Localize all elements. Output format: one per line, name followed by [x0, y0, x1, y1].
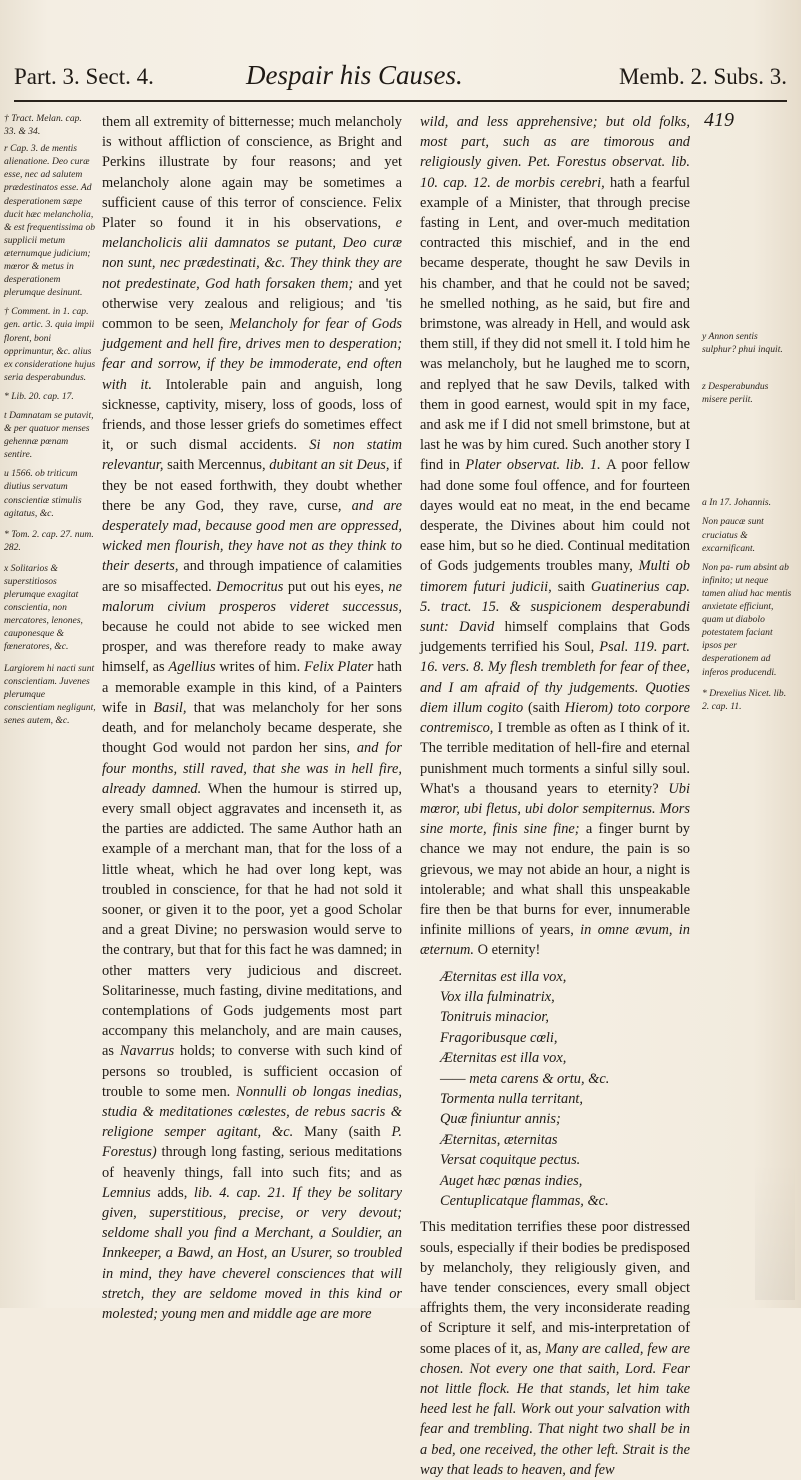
verse-line: Tormenta nulla territant,	[440, 1090, 583, 1107]
header-title: Despair his Causes.	[246, 60, 463, 90]
margin-note: † Tract. Melan. cap. 33. & 34.	[4, 113, 82, 138]
header-rule	[14, 100, 787, 102]
margin-note: t Damnatam se putavit, & per quatuor menses gehennæ pœnam sentire.	[4, 409, 94, 461]
margin-note: a In 17. Johannis.	[702, 497, 772, 509]
page-shadow	[755, 1160, 795, 1300]
verse-line: Fragoribusque cœli,	[440, 1029, 558, 1046]
margin-note: r Cap. 3. de mentis alienatione. Deo curæ esse, nec ad salutem prædestinatos esse. Ad desperationem sæpe ducit hæc melancholia, & est frequentissima ob supplicii metum æternumque judicium; mœror & metus in desperationem plerumque desinunt.	[4, 143, 96, 299]
margin-note: Non pa- rum absint ab infinito; ut neque tamen aliud hac mentis anxietate efficiunt, quam ut diabolo potestatem faciant ipsos per desperationem ad inferos producendi.	[702, 561, 792, 678]
margin-note: x Solitarios & superstitiosos plerumque exagitat conscientia, non mercatores, lenones, cauponesque & fœneratores, &c.	[4, 562, 83, 653]
verse-line: Æternitas est illa vox,	[440, 968, 567, 985]
right-margin-notes	[702, 330, 792, 713]
verse-line: Auget hæc pœnas indies,	[440, 1172, 583, 1189]
verse-line: Æternitas, æternitas	[440, 1131, 558, 1148]
margin-note: y Annon sentis sulphur? phui inquit.	[702, 331, 783, 356]
header-part-section: Part. 3. Sect. 4.	[14, 64, 154, 89]
margin-note: * Lib. 20. cap. 17.	[4, 390, 74, 402]
verse-line: Versat coquitque pectus.	[440, 1152, 581, 1169]
verse-line: Quæ finiuntur annis;	[440, 1111, 561, 1128]
body-paragraph: wild, and less apprehensive; but old folks, most part, such as are timorous and religiously given. Pet. Forestus observat. lib. 10. cap. 12. de morbis cerebri, hath a fearful example of a Minister, that through precise fasting in Lent, and over-much meditation contracted this mischief, and in the end became desperate, thought he saw Devils in his chamber, and that he could not be saved; he smelled nothing, as he said, but fire and brimstone, was already in Hell, and would ask them still, if they did not smell it. I told him he was melancholy, but he laughed me to scorn, and replyed that he saw Devils, talked with them in good earnest, would spit in my face, and ask me if I did not smell brimstone, but at last he was by him cured. Such another story I find in Plater observat. lib. 1. A poor fellow had done some foul offence, and for fourteen dayes would eat no meat, in the end became desperate, the Divines about him could not ease him, but so he died. Continual meditation of Gods judgements troubles many, Multi ob timorem futuri judicii, saith Guatinerius cap. 5. tract. 15. & suspicionem desperabundi sunt: David himself complains that Gods judgements terrified his Soul, Psal. 119. part. 16. vers. 8. My flesh trembleth for fear of thee, and I am afraid of thy judgements. Quoties diem illum cogito (saith Hierom) toto corpore contremisco, I tremble as often as I think of it. The terrible meditation of hell-fire and eternal punishment much torments a sinful silly soul. What's a thousand years to eternity? Ubi mœror, ubi fletus, ubi dolor sempiternus. Mors sine morte, finis sine fine; a finger burnt by chance we may not endure, the pain is so grievous, we may not abide an hour, a night is intolerable; and what shall this unspeakable fire then be that burns for ever, innumerable infinite millions of years, in omne ævum, in æternum. O eternity!	[420, 114, 691, 959]
verse-line: Æternitas est illa vox,	[440, 1050, 567, 1067]
header-member-subsection: Memb. 2. Subs. 3.	[618, 64, 787, 89]
margin-note: * Drexelius Nicet. lib. 2. cap. 11.	[702, 687, 787, 712]
left-margin-notes	[4, 112, 96, 727]
verse-line: Vox illa fulminatrix,	[440, 988, 555, 1005]
margin-note: z Desperabundus misere periit.	[702, 381, 769, 406]
margin-note: Largiorem hi nacti sunt conscientiam. Juvenes plerumque conscientiam negligunt, senes autem, &c.	[4, 662, 96, 726]
margin-note: Non paucæ sunt cruciatus & excarnificant.	[702, 516, 764, 554]
verse-line: Centuplicatque flammas, &c.	[440, 1193, 609, 1209]
body-paragraph: This meditation terrifies these poor distressed souls, especially if their bodies be predisposed by melancholy, they religiously given, and have tender consciences, every small object affrights them, the very inconsiderate reading of Scripture it self, and mis-interpretation of some places of it, as, Many are called, few are chosen. Not every one that saith, Lord. Fear not little flock. He that stands, let him take heed lest he fall. Work out your salvation with fear and trembling. That night two shall be in a bed, one received, the other left. Strait is the way that leads to heaven, and few	[420, 1219, 690, 1478]
verse-line: Tonitruis minacior,	[440, 1009, 550, 1026]
verse-line: —— meta carens & ortu, &c.	[440, 1070, 610, 1087]
margin-note: † Comment. in 1. cap. gen. artic. 3. quia impii florent, boni opprimuntur, &c. alius ex consideratione hujus seria desperabundus.	[4, 306, 96, 383]
margin-note: u 1566. ob triticum diutius servatum conscientiæ stimulis agitatus, &c.	[4, 468, 82, 519]
body-paragraph: them all extremity of bitternesse; much melancholy is without affliction of conscience, as Bright and Perkins illustrate by four reasons; and yet melancholy alone again may be sometimes a sufficient cause of this terror of conscience. Felix Plater so found it in his observations, e melancholicis alii damnatos se putant, Deo curæ non sunt, nec prædestinati, &c. They think they are not predestinate, God hath forsaken them; and yet otherwise very zealous and religious; and 'tis common to be seen, Melancholy for fear of Gods judgement and hell fire, drives men to desperation; fear and sorrow, if they be immoderate, end often with it. Intolerable pain and anguish, long sicknesse, captivity, misery, loss of goods, loss of friends, and those lesser griefs do sometimes effect it, or such dismal accidents. Si non statim relevantur, saith Mercennus, dubitant an sit Deus, if they be not eased forthwith, they doubt whether there be any God, they rave, curse, and are desperately mad, because good men are oppressed, wicked men flourish, they have not as they think to their deserts, and through impatience of calamities are so misaffected. Democritus put out his eyes, ne malorum civium prosperos videret successus, because he could not abide to see wicked men prosper, and was therefore ready to make away himself, as Agellius writes of him. Felix Plater hath a memorable example in this kind, of a Painters wife in Basil, that was melancholy for her sons death, and for melancholy became desperate, she thought God would not pardon her sins, and for four months, still raved, that she was in hell fire, already damned. When the humour is stirred up, every small object aggravates and incenseth it, as the parties are addicted. The same Author hath an example of a merchant man, that for the loss of a little wheat, which he had over long kept, was troubled in conscience, for that he had not sold it sooner, or given it to the poor, yet a good Scholar and a great Divine; no perswasion would serve to the contrary, but that for this fact he was damned; in other matters very judicious and discreet. Solitarinesse, much fasting, divine meditations, and contemplations of Gods judgements most part accompany this melancholy, and are main causes, as Navarrus holds; to converse with such kind of persons so troubled, is sufficient occasion of trouble to some men. Nonnulli ob longas inedias, studia & meditationes cœlestes, de rebus sacris & religione semper agitant, &c. Many (saith P. Forestus) through long fasting, serious meditations of heavenly things, fall into such fits; and as Lemnius adds, lib. 4. cap. 21. If they be solitary given, superstitious, precise, or very devout; seldome shall you find a Merchant, a Souldier, an Innkeeper, a Bawd, an Host, an Usurer, so troubled in mind, they have cheverel consciences that will stretch, they are seldome moved in this kind or molested; young men and middle age are more	[102, 114, 403, 1322]
page-number: 419	[704, 109, 734, 131]
margin-note: * Tom. 2. cap. 27. num. 282.	[4, 528, 94, 553]
right-text-column	[420, 112, 690, 1480]
latin-verse	[440, 967, 690, 1212]
left-text-column	[102, 112, 402, 1324]
running-header	[14, 60, 787, 104]
